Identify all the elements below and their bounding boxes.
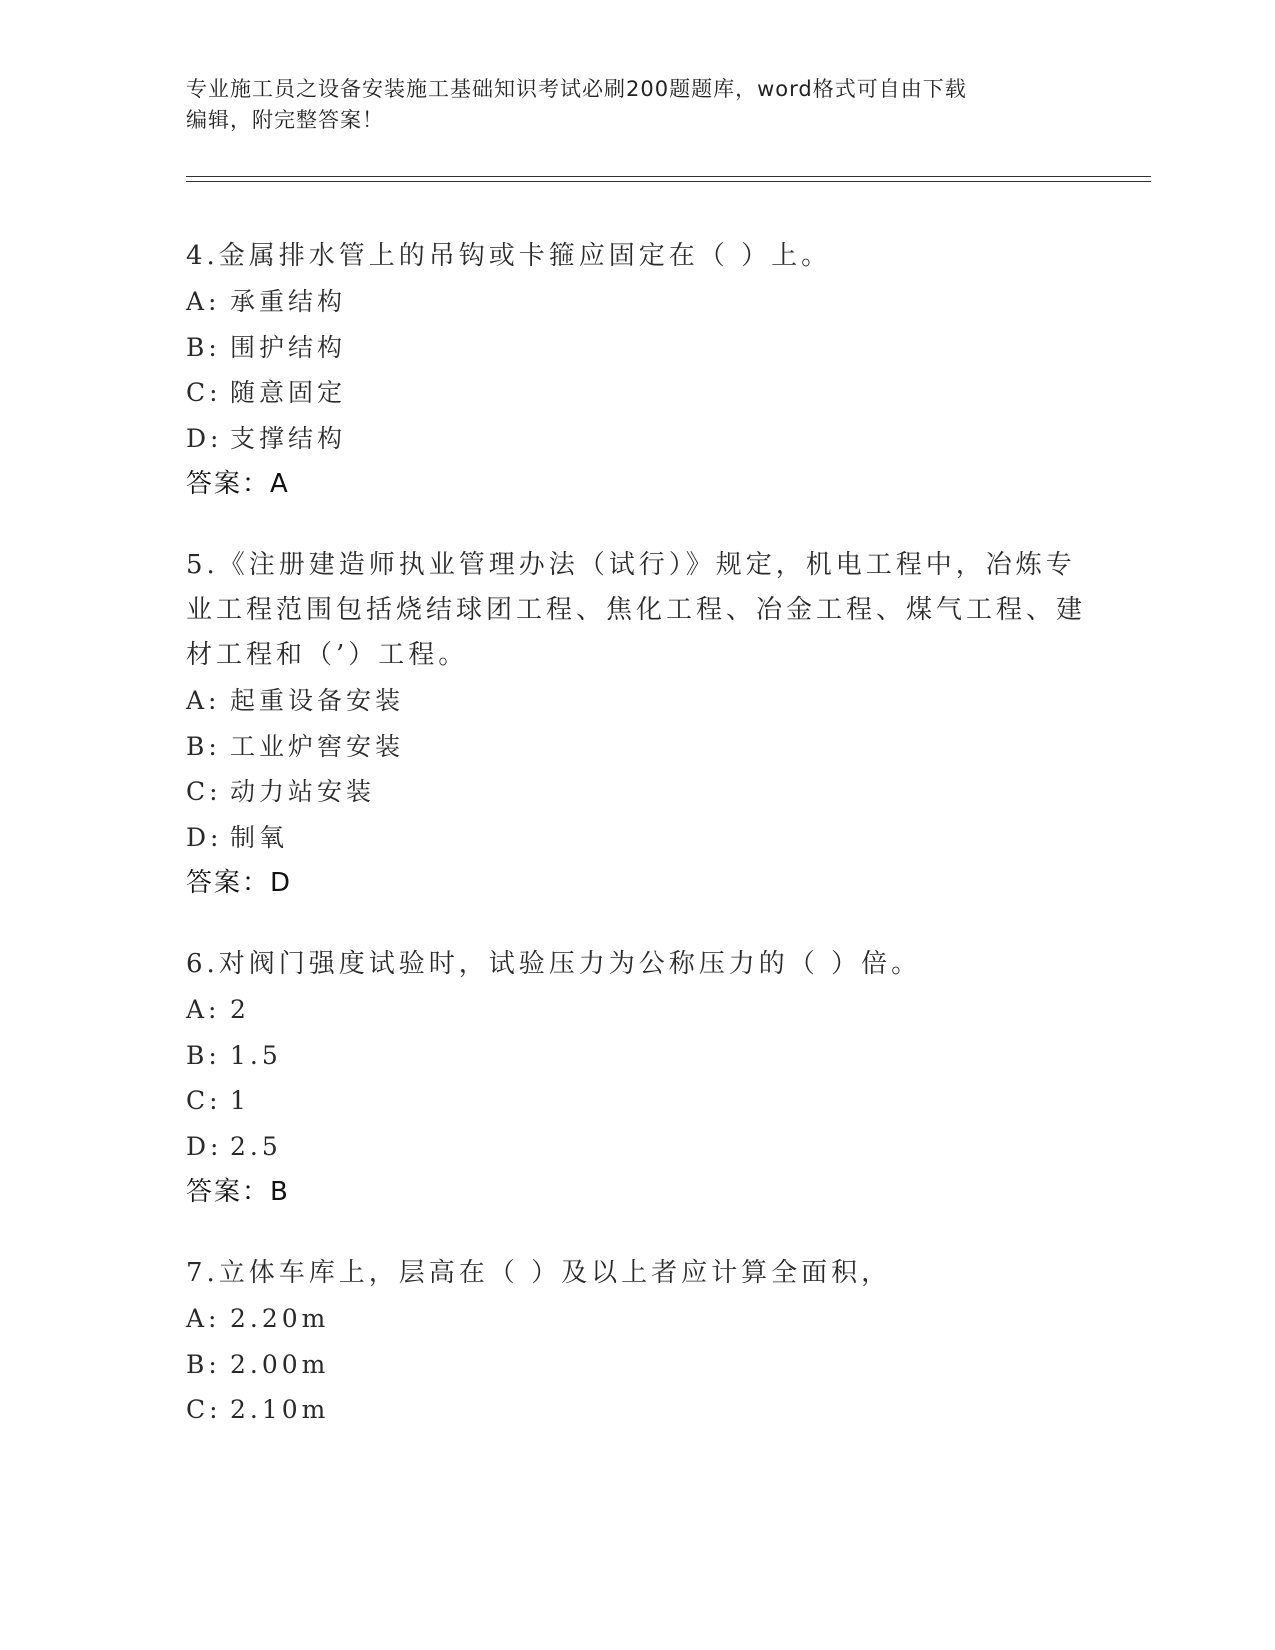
option-letter: B: [186,1349,221,1379]
option-a [186,987,1086,1033]
header-title-line2: 编辑，附完整答案！ [186,108,384,132]
option-text: 支撑结构 [230,423,347,453]
option-a [186,678,1086,724]
question-item [186,942,1086,1215]
option-c [186,370,1086,416]
option-b [186,1033,1086,1079]
option-text: 动力站安装 [230,777,376,806]
option-letter: A: [186,686,221,715]
document-header [186,74,1086,136]
answer-line: 答案：D [186,868,293,898]
option-letter: C: [186,1086,222,1115]
question-item [186,543,1086,906]
option-c [186,1387,1086,1433]
header-title-line1: 专业施工员之设备安装施工基础知识考试必刷200题题库，word格式可自由下载 [186,77,967,101]
question-item [186,234,1086,507]
option-letter: A: [186,995,221,1024]
question-stem: 5.《注册建造师执业管理办法（试行）》规定，机电工程中，冶炼专业工程范围包括烧结球团工程、焦化工程、冶金工程、煤气工程、建材工程和（’）工程。 [186,550,1087,670]
option-letter: B: [186,332,221,362]
option-text: 随意固定 [230,378,347,407]
option-text: 2.5 [230,1131,282,1161]
option-a [186,1296,1086,1342]
option-letter: C: [186,378,222,407]
option-text: 1 [230,1086,250,1115]
question-list [186,234,1086,1469]
header-divider-top [186,176,1151,177]
question-stem: 4.金属排水管上的吊钩或卡箍应固定在（ ）上。 [186,241,832,271]
option-a [186,279,1086,325]
option-text: 工业炉窖安装 [230,731,405,761]
option-letter: C: [186,1395,222,1424]
option-d [186,815,1086,861]
option-b [186,325,1086,371]
answer-line: 答案：B [186,1177,290,1207]
option-letter: D: [186,423,223,453]
option-text: 2.20m [230,1304,330,1333]
option-letter: B: [186,731,221,761]
option-d [186,1124,1086,1170]
option-d [186,416,1086,462]
option-text: 2.10m [230,1395,330,1424]
header-divider-bottom [186,181,1151,182]
option-letter: B: [186,1040,221,1070]
option-text: 2.00m [230,1349,330,1379]
option-text: 围护结构 [230,332,347,362]
option-letter: D: [186,822,223,852]
option-letter: A: [186,287,221,316]
option-text: 制氧 [230,822,289,852]
question-item [186,1251,1086,1433]
option-c [186,1078,1086,1124]
option-text: 起重设备安装 [230,686,405,715]
option-letter: D: [186,1131,223,1161]
option-letter: C: [186,777,222,806]
option-c [186,769,1086,815]
option-text: 2 [230,995,250,1024]
answer-line: 答案：A [186,469,290,499]
option-letter: A: [186,1304,221,1333]
option-b [186,1342,1086,1388]
question-stem: 6.对阀门强度试验时，试验压力为公称压力的（ ）倍。 [186,949,922,979]
question-stem: 7.立体车库上，层高在（ ）及以上者应计算全面积， [186,1258,892,1288]
option-b [186,724,1086,770]
option-text: 承重结构 [230,287,347,316]
option-text: 1.5 [230,1040,282,1070]
